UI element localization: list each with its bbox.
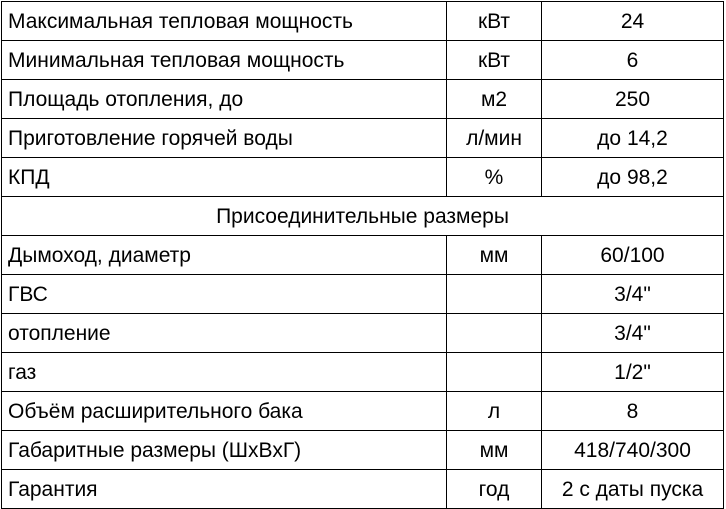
table-row <box>2 158 724 197</box>
param-name: Дымоход, диаметр <box>2 236 447 275</box>
param-unit: м2 <box>447 80 542 119</box>
table-row <box>2 119 724 158</box>
param-value: до 14,2 <box>542 119 724 158</box>
param-name: Максимальная тепловая мощность <box>2 2 447 41</box>
param-unit: мм <box>447 236 542 275</box>
param-value: 3/4" <box>542 314 724 353</box>
table-row <box>2 470 724 509</box>
table-row <box>2 2 724 41</box>
param-value: 2 с даты пуска <box>542 470 724 509</box>
table-row <box>2 392 724 431</box>
param-name: Площадь отопления, до <box>2 80 447 119</box>
param-value: 60/100 <box>542 236 724 275</box>
param-name: отопление <box>2 314 447 353</box>
param-name: ГВС <box>2 275 447 314</box>
param-unit <box>447 353 542 392</box>
section-title: Присоединительные размеры <box>2 197 724 236</box>
section-header-row <box>2 197 724 236</box>
table-row <box>2 353 724 392</box>
param-name: газ <box>2 353 447 392</box>
param-name: Гарантия <box>2 470 447 509</box>
table-row <box>2 236 724 275</box>
table-row <box>2 431 724 470</box>
param-unit <box>447 275 542 314</box>
param-name: Минимальная тепловая мощность <box>2 41 447 80</box>
table-row <box>2 314 724 353</box>
param-value: 3/4" <box>542 275 724 314</box>
param-unit: мм <box>447 431 542 470</box>
param-name: Приготовление горячей воды <box>2 119 447 158</box>
param-value: 6 <box>542 41 724 80</box>
param-value: 8 <box>542 392 724 431</box>
param-unit: % <box>447 158 542 197</box>
param-unit: кВт <box>447 2 542 41</box>
table-row <box>2 80 724 119</box>
param-value: 418/740/300 <box>542 431 724 470</box>
param-unit: кВт <box>447 41 542 80</box>
param-unit: год <box>447 470 542 509</box>
param-value: 250 <box>542 80 724 119</box>
table-row <box>2 41 724 80</box>
table-row <box>2 275 724 314</box>
param-unit <box>447 314 542 353</box>
param-unit: л/мин <box>447 119 542 158</box>
specifications-table <box>1 1 724 509</box>
param-value: 1/2" <box>542 353 724 392</box>
param-value: 24 <box>542 2 724 41</box>
param-name: Габаритные размеры (ШхВхГ) <box>2 431 447 470</box>
param-name: Объём расширительного бака <box>2 392 447 431</box>
param-unit: л <box>447 392 542 431</box>
param-value: до 98,2 <box>542 158 724 197</box>
param-name: КПД <box>2 158 447 197</box>
